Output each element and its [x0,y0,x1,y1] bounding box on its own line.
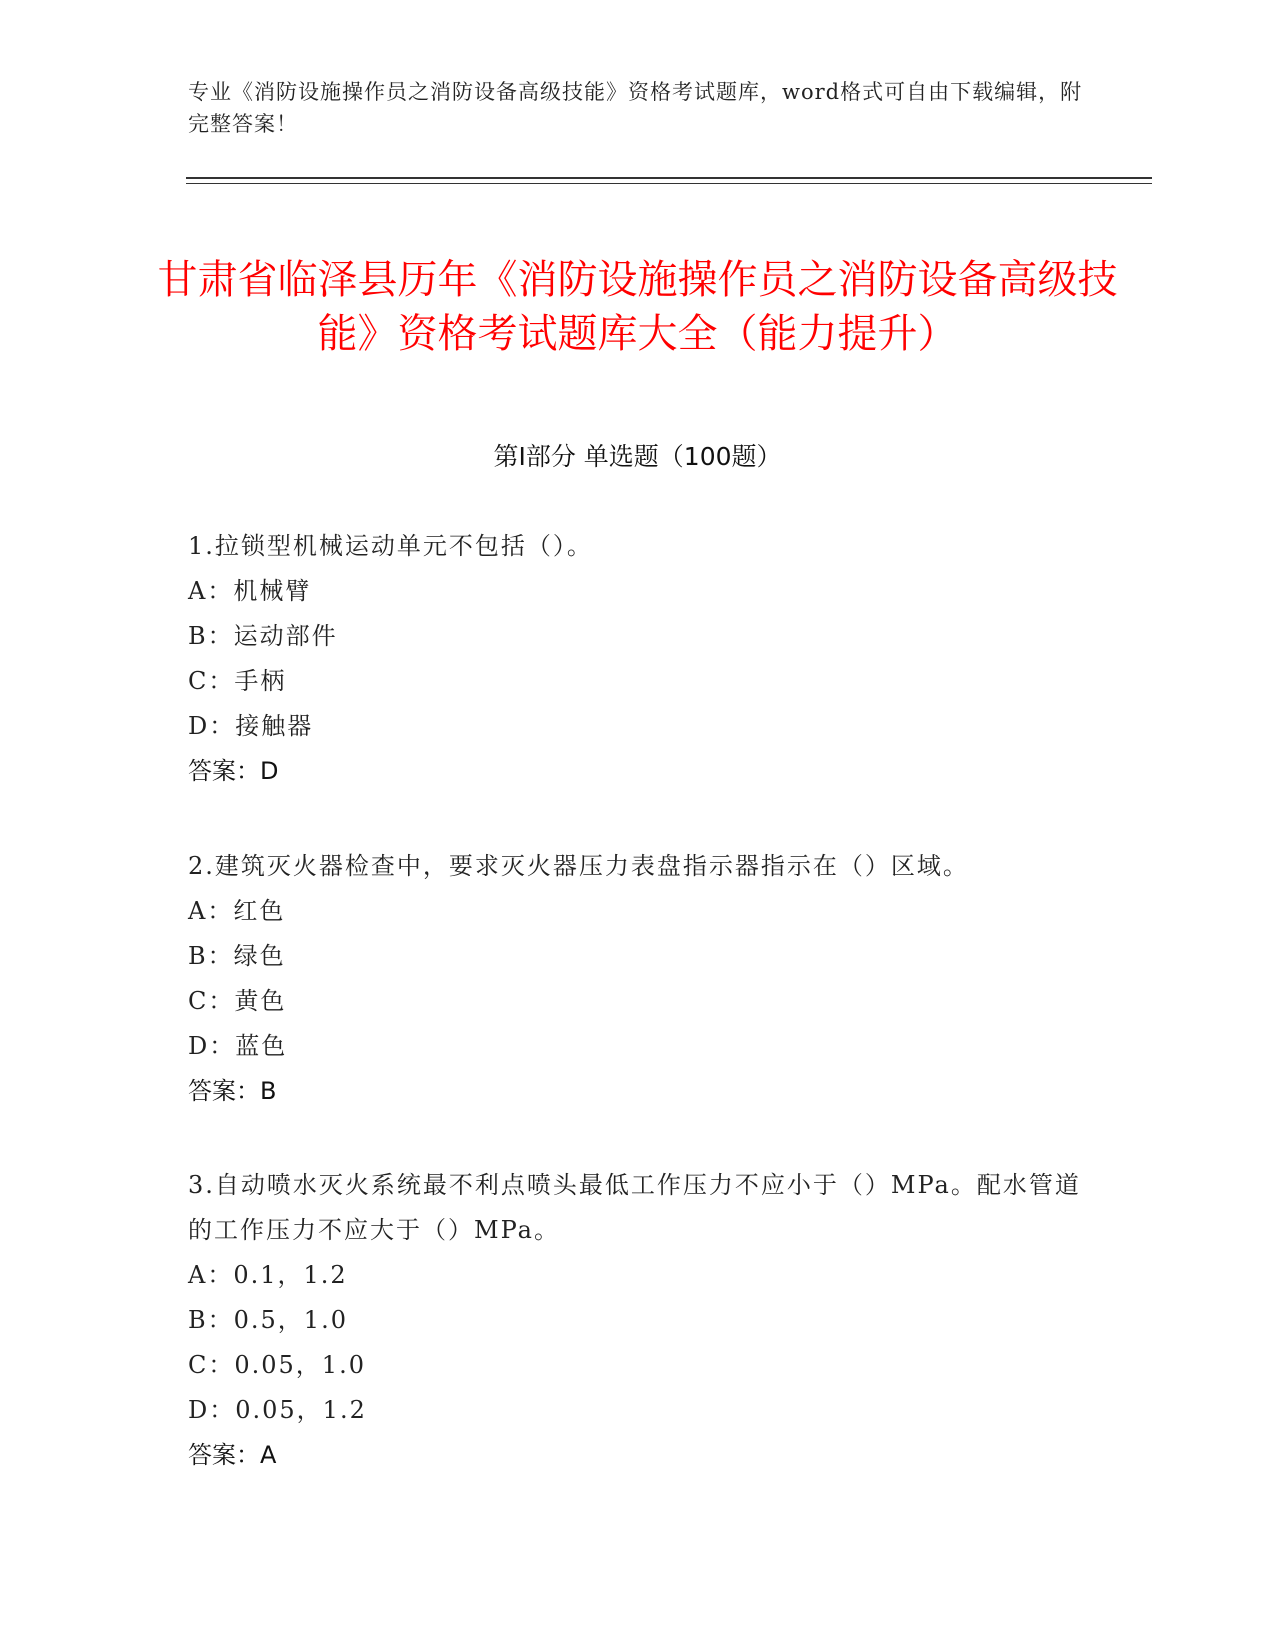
option-c: C：手柄 [188,667,287,695]
option-d: D：蓝色 [188,1032,288,1060]
question-stem: 1.拉锁型机械运动单元不包括（）。 [188,532,593,560]
option-b: B：绿色 [188,942,286,970]
option-b: B：0.5，1.0 [188,1306,348,1334]
option-c: C：0.05，1.0 [188,1351,366,1379]
option-a: A：红色 [188,897,286,925]
question-stem: 3.自动喷水灭火系统最不利点喷头最低工作压力不应小于（）MPa。配水管道的工作压力不应大于（）MPa。 [188,1171,1081,1244]
option-d: D：接触器 [188,712,314,740]
option-d: D：0.05，1.2 [188,1396,367,1424]
question-stem: 2.建筑灭火器检查中，要求灭火器压力表盘指示器指示在（）区域。 [188,852,969,880]
header-divider-thin [186,183,1152,184]
question-item [188,1163,1088,1478]
option-c: C：黄色 [188,987,287,1015]
option-b: B：运动部件 [188,622,338,650]
option-a: A：机械臂 [188,577,312,605]
question-item [188,524,1088,794]
document-title: 甘肃省临泽县历年《消防设施操作员之消防设备高级技能》资格考试题库大全（能力提升） [157,256,1118,357]
answer-line: 答案：A [188,1441,277,1469]
header-divider-thick [186,177,1152,179]
option-a: A：0.1，1.2 [188,1261,348,1289]
answer-line: 答案：B [188,1077,277,1105]
answer-line: 答案：D [188,757,279,785]
header-note: 专业《消防设施操作员之消防设备高级技能》资格考试题库，word格式可自由下载编辑，附完整答案！ [188,80,1083,136]
section-heading: 第Ⅰ部分 单选题（100题） [493,442,782,471]
question-item [188,844,1088,1114]
